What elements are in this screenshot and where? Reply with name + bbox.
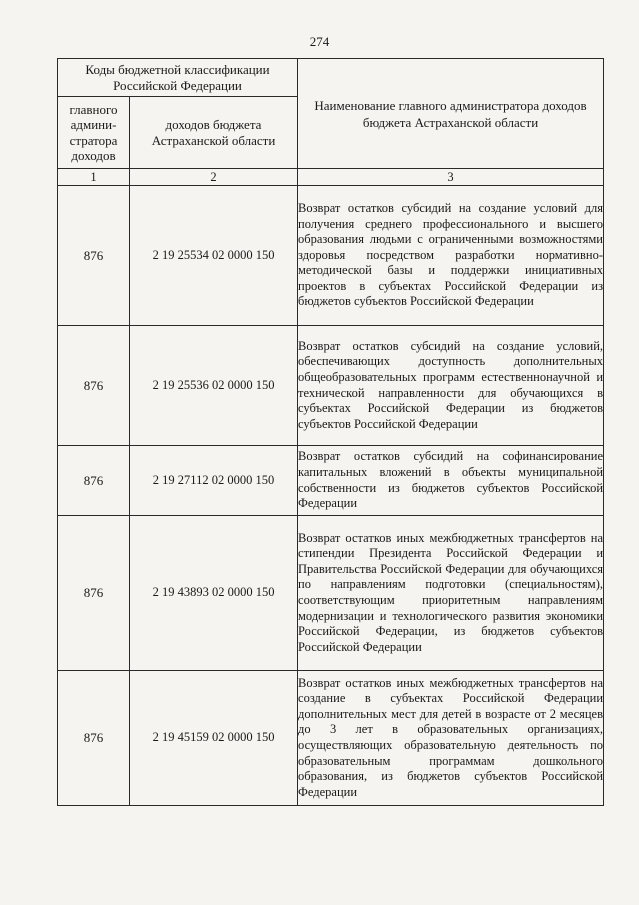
header-budget-revenue: доходов бюджета Астраханской области	[130, 97, 298, 169]
header-chief-administrator: главного админи-стратора доходов	[58, 97, 130, 169]
table-row	[58, 516, 604, 671]
column-number-3: 3	[298, 169, 604, 186]
table-row	[58, 186, 604, 326]
admin-code-cell: 876	[58, 516, 130, 671]
table-row	[58, 671, 604, 806]
revenue-code-cell: 2 19 25534 02 0000 150	[130, 186, 298, 326]
admin-code-cell: 876	[58, 326, 130, 446]
description-cell: Возврат остатков иных межбюджетных трансфертов на стипендии Президента Российской Федерации и Правительства Российской Федерации для обучающихся по направлениям подготовки (специальностям), соответствующим приоритетным направлениям модернизации и технологического развития экономики Российской Федерации, из бюджетов субъектов Российской Федерации	[298, 516, 604, 671]
column-number-1: 1	[58, 169, 130, 186]
revenue-code-cell: 2 19 45159 02 0000 150	[130, 671, 298, 806]
table-row	[58, 446, 604, 516]
header-administrator-name: Наименование главного администратора доходов бюджета Астраханской области	[298, 59, 604, 169]
header-classification-codes: Коды бюджетной классификации Российской Федерации	[58, 59, 298, 97]
revenue-code-cell: 2 19 25536 02 0000 150	[130, 326, 298, 446]
revenue-code-cell: 2 19 43893 02 0000 150	[130, 516, 298, 671]
description-cell: Возврат остатков субсидий на создание условий для получения среднего профессионального и высшего образования людьми с ограниченными возможностями здоровья посредством разработки нормативно-методической базы и поддержки инициативных проектов в субъектах Российской Федерации из бюджетов субъектов Российской Федерации	[298, 186, 604, 326]
admin-code-cell: 876	[58, 671, 130, 806]
admin-code-cell: 876	[58, 446, 130, 516]
revenue-code-cell: 2 19 27112 02 0000 150	[130, 446, 298, 516]
description-cell: Возврат остатков субсидий на создание условий, обеспечивающих доступность дополнительных общеобразовательных программ естественнонаучной и технической направленности для обучающихся в субъектах Российской Федерации из бюджетов субъектов Российской Федерации	[298, 326, 604, 446]
admin-code-cell: 876	[58, 186, 130, 326]
description-cell: Возврат остатков иных межбюджетных трансфертов на создание в субъектах Российской Федерации дополнительных мест для детей в возрасте от 2 месяцев до 3 лет в образовательных организациях, осуществляющих образовательную деятельность по образовательным программам дошкольного образования, из бюджетов субъектов Российской Федерации	[298, 671, 604, 806]
description-cell: Возврат остатков субсидий на софинансирование капитальных вложений в объекты муниципальной собственности из бюджетов субъектов Российской Федерации	[298, 446, 604, 516]
table-row	[58, 326, 604, 446]
budget-classification-table	[57, 58, 604, 806]
column-number-2: 2	[130, 169, 298, 186]
page-number: 274	[309, 34, 330, 49]
